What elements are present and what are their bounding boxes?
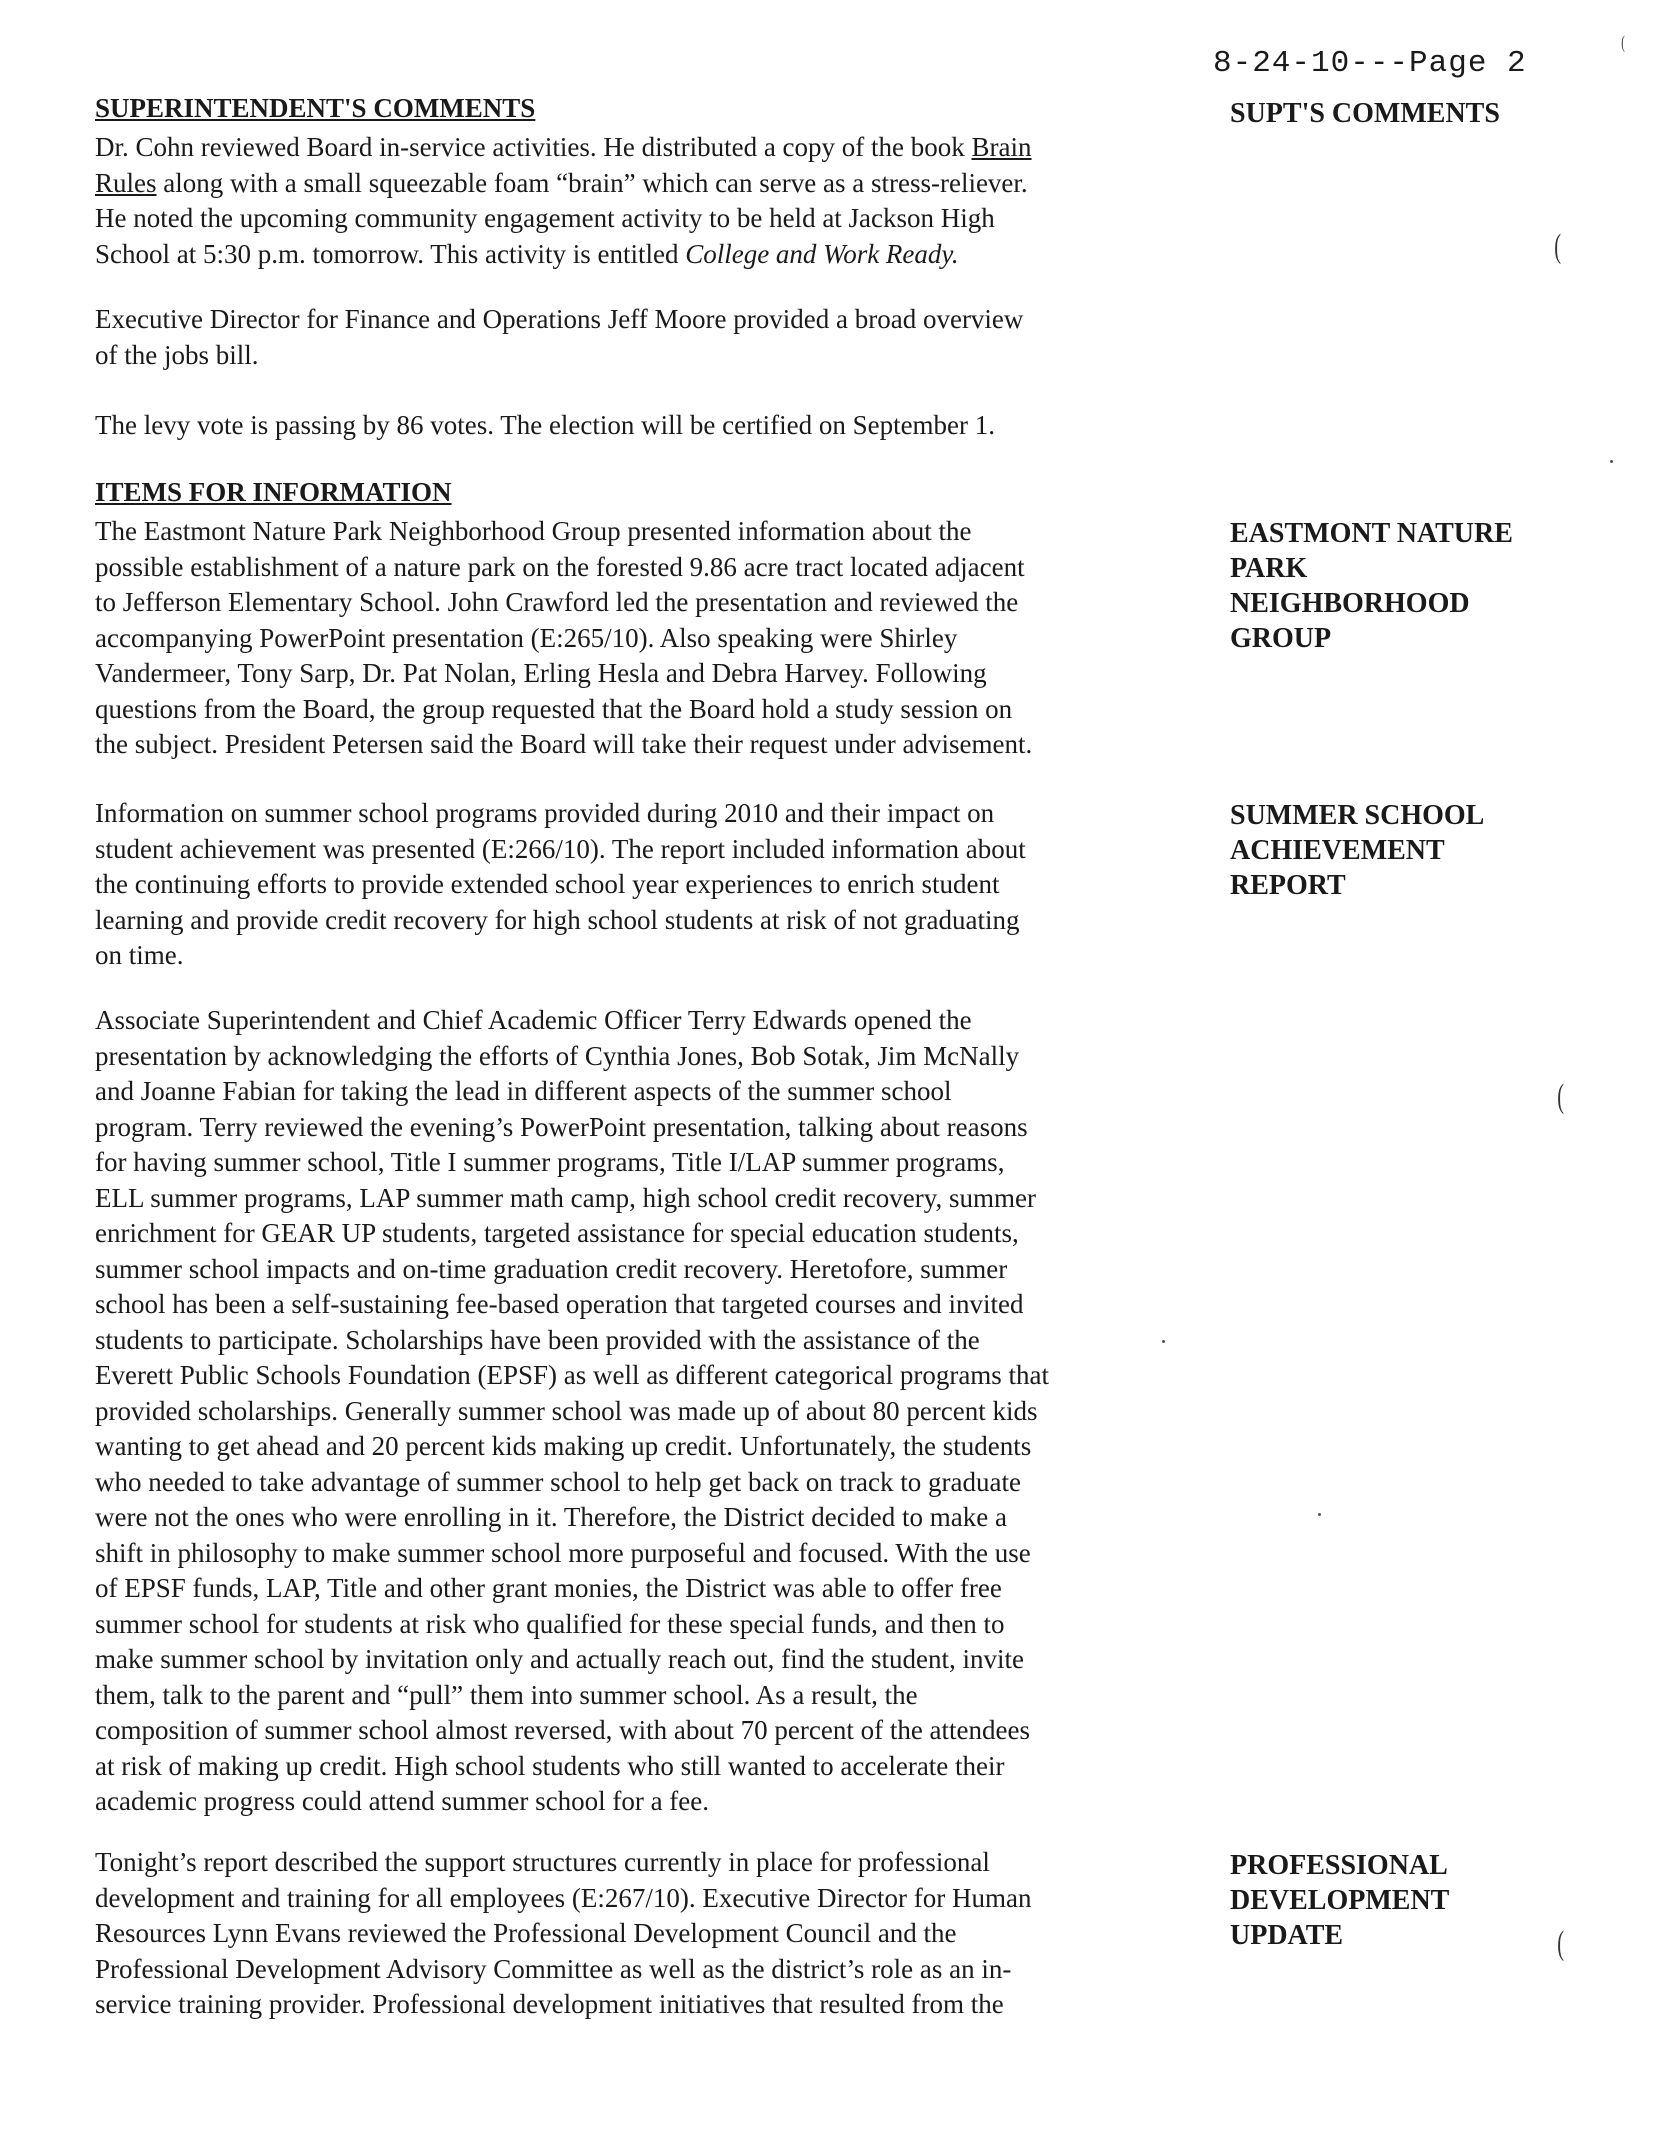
- text-line: [95, 1678, 1185, 1714]
- sidebar-line: EASTMONT NATURE: [1230, 518, 1513, 549]
- page-number-header: 8-24-10---Page 2: [1213, 46, 1527, 81]
- margin-mark: (: [1557, 1925, 1565, 1962]
- text-run: the subject. President Petersen said the Board will take their request under advisement.: [95, 729, 1033, 759]
- text-line: [95, 867, 1185, 903]
- text-run: Dr. Cohn reviewed Board in-service activities. He distributed a copy of the book: [95, 132, 972, 162]
- text-run: on time.: [95, 940, 184, 970]
- text-line: [95, 1394, 1185, 1430]
- text-run: who needed to take advantage of summer school to help get back on track to graduate: [95, 1466, 1021, 1497]
- text-line: [95, 1252, 1185, 1288]
- text-line: [95, 1003, 1185, 1039]
- text-line: [95, 938, 1185, 974]
- text-run: Associate Superintendent and Chief Academic Officer Terry Edwards opened the: [95, 1005, 972, 1035]
- margin-mark: (: [1557, 1078, 1565, 1115]
- text-line: [95, 1536, 1185, 1572]
- margin-mark: (: [1554, 228, 1562, 265]
- text-run: to Jefferson Elementary School. John Crawford led the presentation and reviewed the: [95, 587, 1019, 617]
- sidebar-line: SUMMER SCHOOL: [1230, 800, 1485, 831]
- text-line: [95, 1642, 1185, 1678]
- text-line: [95, 656, 1185, 692]
- text-run: Information on summer school programs provided during 2010 and their impact on: [95, 798, 995, 828]
- text-line: [95, 1607, 1185, 1643]
- text-line: [95, 1358, 1185, 1394]
- text-line: [95, 585, 1185, 621]
- text-run: along with a small squeezable foam “brain” which can serve as a stress-reliever.: [156, 167, 1028, 198]
- text-run: academic progress could attend summer school for a fee.: [95, 1786, 710, 1816]
- text-line: [95, 237, 1185, 273]
- sidebar-heading-eastmont: [1230, 516, 1590, 656]
- text-run: The Eastmont Nature Park Neighborhood Group presented information about the: [95, 516, 972, 546]
- italic-title: College and Work Ready.: [685, 238, 959, 269]
- paragraph-summer-school-presentation: [95, 1003, 1185, 1820]
- text-line: [95, 302, 1185, 338]
- text-line: [95, 201, 1185, 237]
- text-run: provided scholarships. Generally summer school was made up of about 80 percent kids: [95, 1395, 1038, 1426]
- underlined-text: Rules: [95, 167, 157, 198]
- text-run: Tonight’s report described the support structures currently in place for professional: [95, 1847, 990, 1877]
- underlined-text: Brain: [971, 132, 1032, 162]
- text-run: program. Terry reviewed the evening’s PowerPoint presentation, talking about reasons: [95, 1111, 1028, 1142]
- text-run: for having summer school, Title I summer programs, Title I/LAP summer programs,: [95, 1147, 1005, 1177]
- text-line: [95, 1216, 1185, 1252]
- text-run: of the jobs bill.: [95, 339, 259, 370]
- sidebar-line: UPDATE: [1230, 1920, 1344, 1951]
- text-run: He noted the upcoming community engagement activity to be held at Jackson High: [95, 203, 995, 233]
- text-line: [95, 692, 1185, 728]
- text-line: [95, 550, 1185, 586]
- text-run: Resources Lynn Evans reviewed the Professional Development Council and the: [95, 1918, 957, 1948]
- text-run: them, talk to the parent and “pull” them into summer school. As a result, the: [95, 1679, 918, 1710]
- text-run: shift in philosophy to make summer school more purposeful and focused. With the use: [95, 1537, 1031, 1568]
- paragraph-eastmont-nature-park: [95, 514, 1185, 763]
- text-run: Professional Development Advisory Committee as well as the district’s role as an in-: [95, 1953, 1012, 1984]
- text-line: [95, 1500, 1185, 1536]
- sidebar-line: PROFESSIONAL: [1230, 1850, 1448, 1881]
- text-line: [95, 1881, 1185, 1917]
- text-run: Executive Director for Finance and Operations Jeff Moore provided a broad overview: [95, 304, 1024, 334]
- text-run: enrichment for GEAR UP students, targeted assistance for special education students,: [95, 1218, 1019, 1248]
- text-run: the continuing efforts to provide extended school year experiences to enrich student: [95, 869, 1000, 899]
- text-run: of EPSF funds, LAP, Title and other grant monies, the District was able to offer free: [95, 1573, 1002, 1603]
- text-line: [95, 1749, 1185, 1785]
- sidebar-line: PARK: [1230, 553, 1308, 584]
- text-line: [95, 1916, 1185, 1952]
- sidebar-heading-summer-school: [1230, 798, 1590, 903]
- section-heading-superintendent: SUPERINTENDENT'S COMMENTS: [95, 93, 536, 123]
- text-run: composition of summer school almost reversed, with about 70 percent of the attendees: [95, 1715, 1031, 1745]
- text-run: summer school impacts and on-time graduation credit recovery. Heretofore, summer: [95, 1253, 1008, 1284]
- text-line: [95, 1784, 1185, 1820]
- paragraph-summer-school-report: [95, 796, 1185, 974]
- text-run: Everett Public Schools Foundation (EPSF) as well as different categorical programs that: [95, 1360, 1050, 1390]
- text-run: school has been a self-sustaining fee-based operation that targeted courses and invited: [95, 1289, 1024, 1319]
- text-line: [95, 130, 1185, 166]
- sidebar-line: SUPT'S COMMENTS: [1230, 98, 1500, 129]
- text-run: wanting to get ahead and 20 percent kids making up credit. Unfortunately, the students: [95, 1431, 1032, 1461]
- text-run: students to participate. Scholarships have been provided with the assistance of the: [95, 1324, 980, 1355]
- text-run: questions from the Board, the group requested that the Board hold a study session on: [95, 693, 1013, 724]
- text-run: at risk of making up credit. High school students who still wanted to accelerate their: [95, 1750, 1005, 1781]
- sidebar-line: GROUP: [1230, 623, 1332, 654]
- text-run: Vandermeer, Tony Sarp, Dr. Pat Nolan, Erling Hesla and Debra Harvey. Following: [95, 658, 987, 688]
- text-run: and Joanne Fabian for taking the lead in different aspects of the summer school: [95, 1076, 952, 1106]
- text-line: [95, 408, 1185, 444]
- text-line: [95, 1181, 1185, 1217]
- text-run: learning and provide credit recovery for high school students at risk of not graduating: [95, 904, 1020, 935]
- text-line: [95, 1465, 1185, 1501]
- text-line: [95, 1429, 1185, 1465]
- text-line: [95, 727, 1185, 763]
- text-line: [95, 1987, 1185, 2023]
- text-line: [95, 1713, 1185, 1749]
- text-run: School at 5:30 p.m. tomorrow. This activity is entitled: [95, 238, 686, 269]
- text-line: [95, 1039, 1185, 1075]
- paragraph-finance-overview: [95, 302, 1185, 373]
- text-line: [95, 1074, 1185, 1110]
- text-line: [95, 903, 1185, 939]
- paragraph-levy-vote: [95, 408, 1185, 444]
- text-line: [95, 1571, 1185, 1607]
- text-line: [95, 1952, 1185, 1988]
- scan-speck: [1162, 1340, 1165, 1343]
- sidebar-line: NEIGHBORHOOD: [1230, 588, 1470, 619]
- scan-speck: [1318, 1513, 1321, 1516]
- paragraph-professional-development: [95, 1845, 1185, 2023]
- text-run: were not the ones who were enrolling in it. Therefore, the District decided to make a: [95, 1502, 1007, 1532]
- text-run: presentation by acknowledging the efforts of Cynthia Jones, Bob Sotak, Jim McNally: [95, 1040, 1020, 1071]
- sidebar-line: ACHIEVEMENT: [1230, 835, 1445, 866]
- text-line: [95, 166, 1185, 202]
- section-heading-items-information: ITEMS FOR INFORMATION: [95, 477, 452, 507]
- text-run: make summer school by invitation only and actually reach out, find the student, invite: [95, 1644, 1025, 1674]
- sidebar-line: REPORT: [1230, 870, 1346, 901]
- sidebar-heading-supt-comments: [1230, 96, 1590, 131]
- text-line: [95, 1145, 1185, 1181]
- text-line: [95, 1110, 1185, 1146]
- text-line: [95, 1287, 1185, 1323]
- sidebar-line: DEVELOPMENT: [1230, 1885, 1450, 1916]
- sidebar-heading-professional-development: [1230, 1848, 1590, 1953]
- text-line: [95, 796, 1185, 832]
- text-line: [95, 514, 1185, 550]
- text-run: service training provider. Professional development initiatives that resulted from the: [95, 1989, 1004, 2019]
- text-line: [95, 1845, 1185, 1881]
- paragraph-superintendent-comments: [95, 130, 1185, 272]
- text-line: [95, 1323, 1185, 1359]
- text-run: summer school for students at risk who qualified for these special funds, and then to: [95, 1608, 1005, 1639]
- margin-mark: (: [1621, 32, 1625, 52]
- text-run: student achievement was presented (E:266/10). The report included information about: [95, 833, 1026, 864]
- text-line: [95, 338, 1185, 374]
- text-line: [95, 621, 1185, 657]
- text-run: The levy vote is passing by 86 votes. The election will be certified on September 1.: [95, 410, 996, 440]
- scan-speck: [1610, 460, 1613, 463]
- text-line: [95, 832, 1185, 868]
- text-run: ELL summer programs, LAP summer math camp, high school credit recovery, summer: [95, 1182, 1037, 1213]
- text-run: development and training for all employees (E:267/10). Executive Director for Human: [95, 1882, 1032, 1913]
- text-run: accompanying PowerPoint presentation (E:265/10). Also speaking were Shirley: [95, 622, 958, 653]
- text-run: possible establishment of a nature park on the forested 9.86 acre tract located adjacent: [95, 551, 1025, 582]
